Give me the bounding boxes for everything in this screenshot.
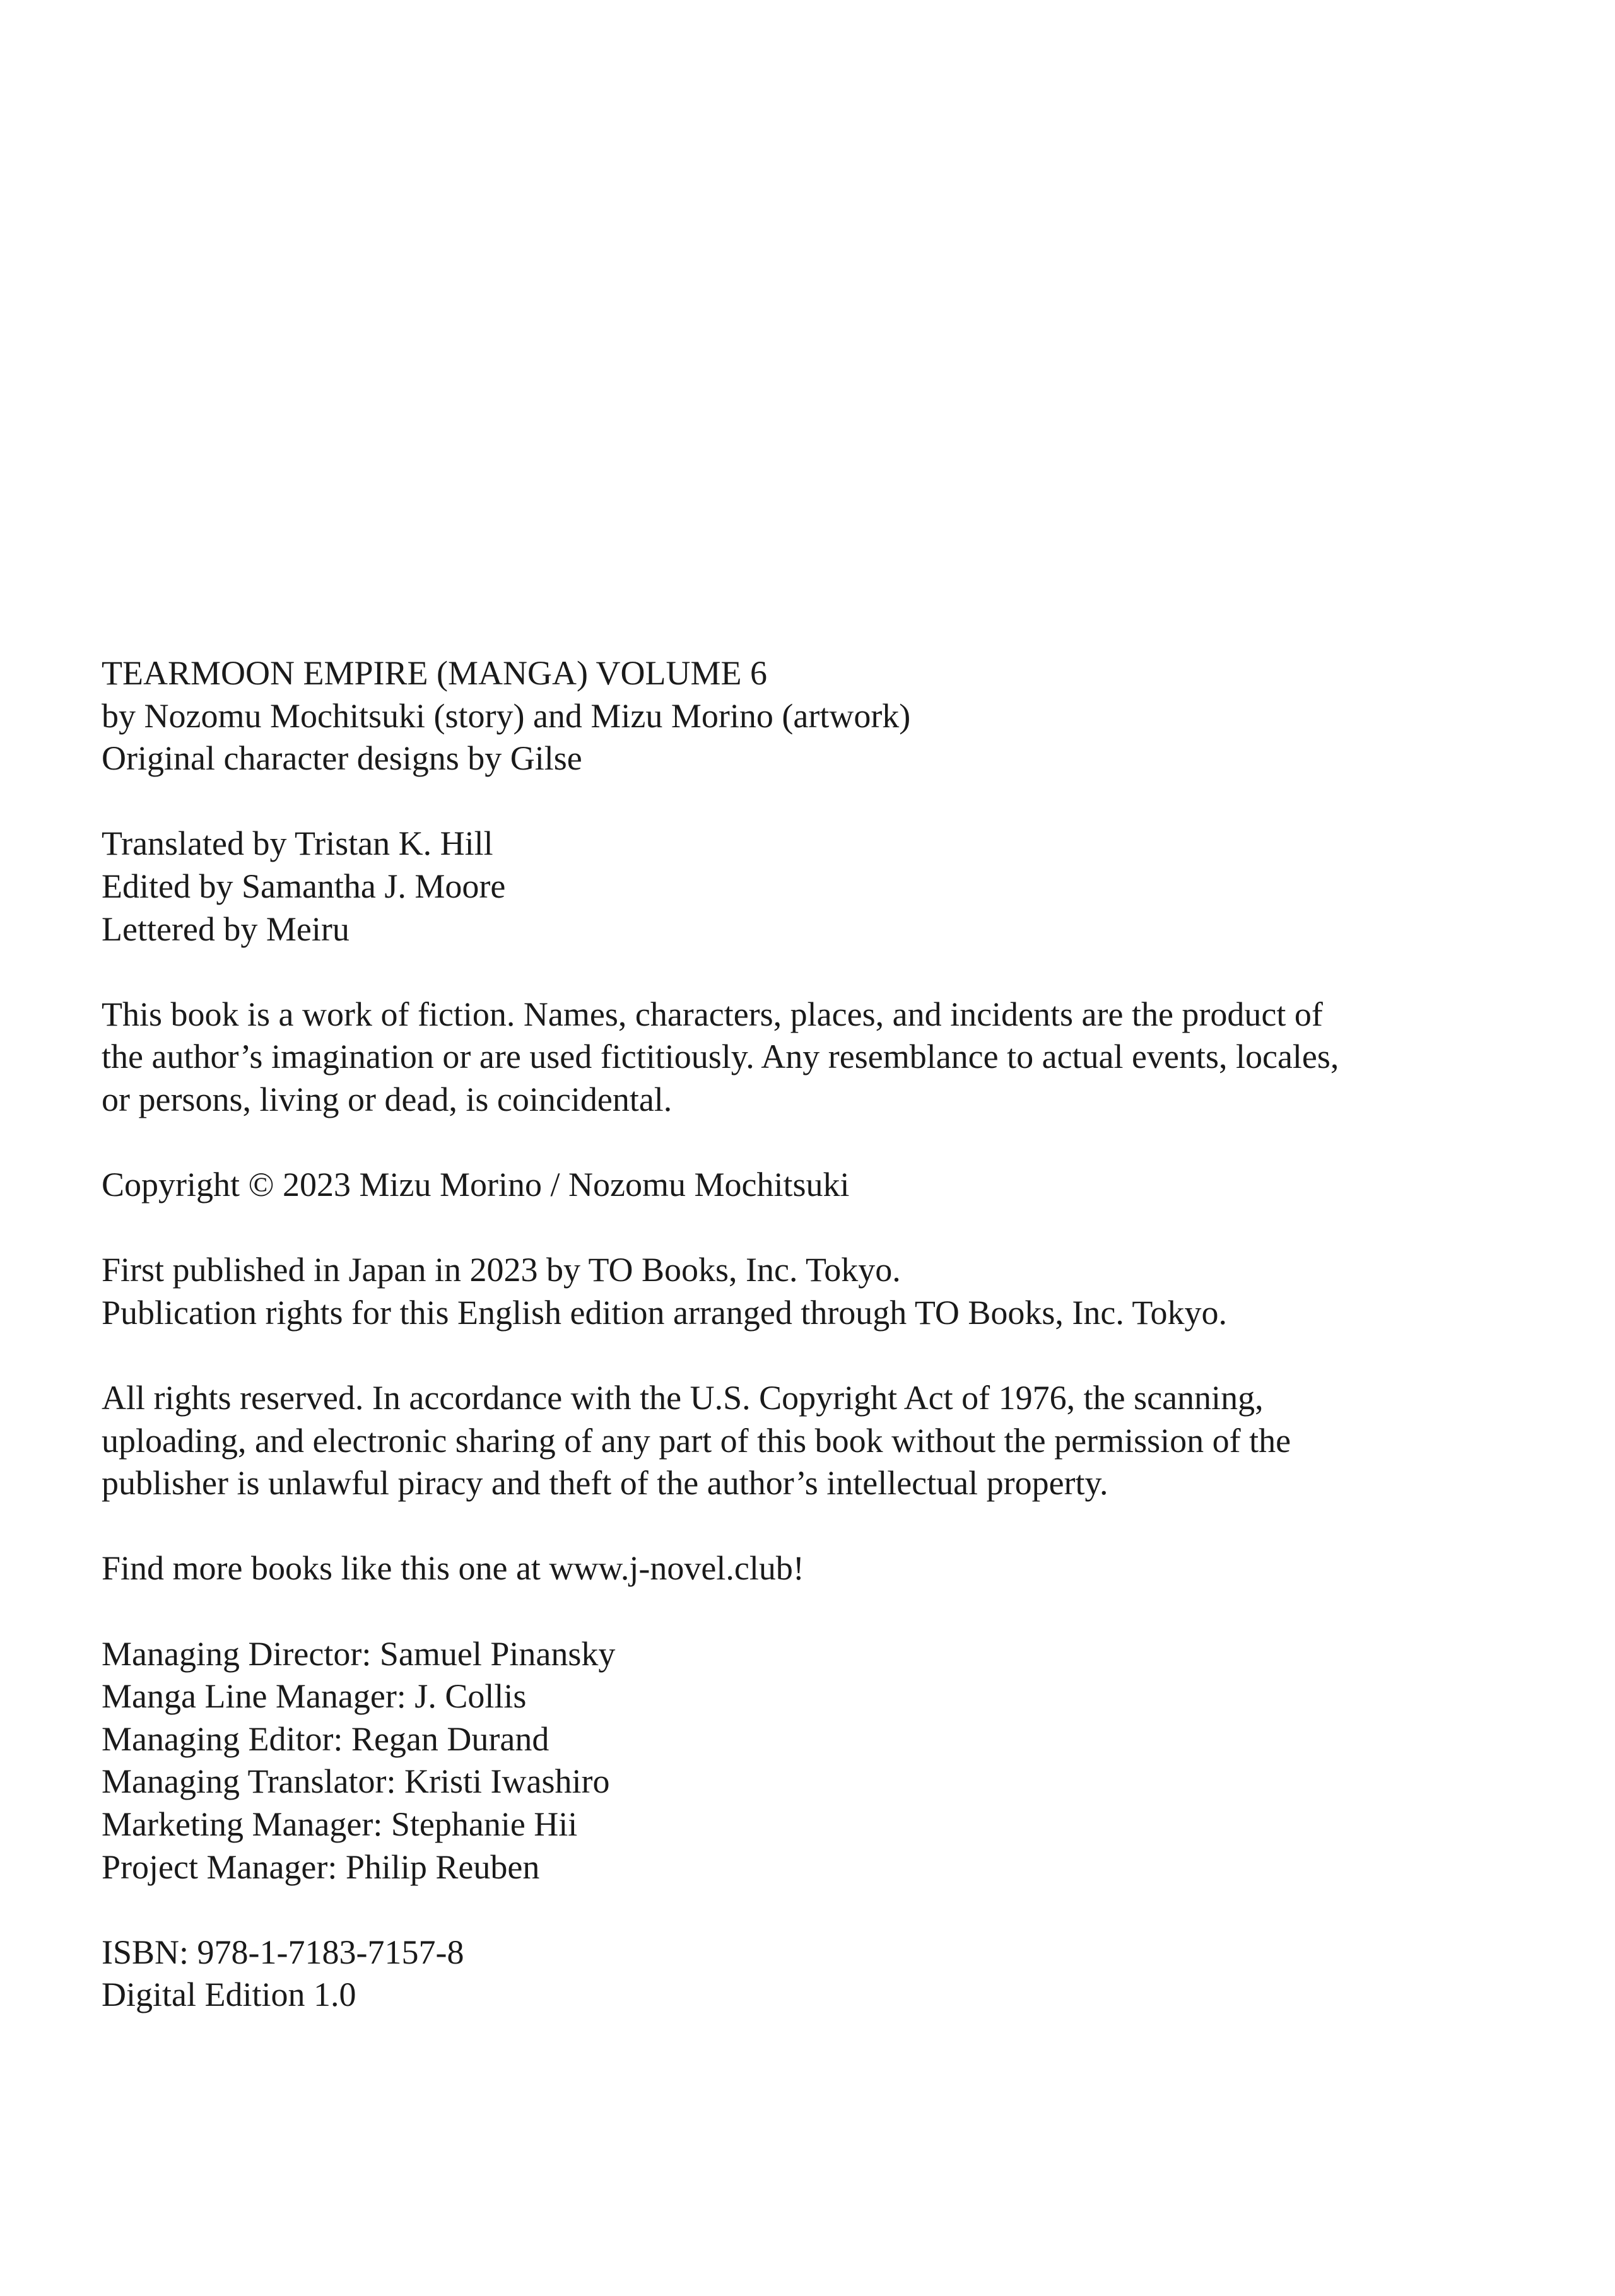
management-line: Marketing Manager: Stephanie Hii xyxy=(102,1805,578,1844)
copyright-line: Copyright © 2023 Mizu Morino / Nozomu Mochitsuki xyxy=(102,1166,850,1204)
letterer-line: Lettered by Meiru xyxy=(102,910,349,948)
rights-block xyxy=(102,1377,1553,1505)
disclaimer-line: This book is a work of fiction. Names, characters, places, and incidents are the product of xyxy=(102,995,1323,1033)
book-title: TEARMOON EMPIRE (MANGA) VOLUME 6 xyxy=(102,654,767,692)
staff-block xyxy=(102,823,1553,951)
isbn-block xyxy=(102,1931,1553,2017)
find-more-line: Find more books like this one at www.j-novel.club! xyxy=(102,1549,804,1588)
copyright-page xyxy=(102,652,1553,2059)
character-design-line: Original character designs by Gilse xyxy=(102,739,582,778)
management-line: Managing Translator: Kristi Iwashiro xyxy=(102,1762,610,1801)
rights-line: uploading, and electronic sharing of any part of this book without the permission of the xyxy=(102,1421,1291,1460)
management-block xyxy=(102,1633,1553,1889)
management-line: Project Manager: Philip Reuben xyxy=(102,1848,540,1886)
find-more-block xyxy=(102,1547,1553,1590)
authors-line: by Nozomu Mochitsuki (story) and Mizu Morino (artwork) xyxy=(102,696,911,735)
edition-line: Digital Edition 1.0 xyxy=(102,1976,356,2014)
management-line: Managing Director: Samuel Pinansky xyxy=(102,1634,616,1673)
copyright-block xyxy=(102,1164,1553,1207)
rights-line: All rights reserved. In accordance with the U.S. Copyright Act of 1976, the scanning, xyxy=(102,1379,1264,1417)
disclaimer-block xyxy=(102,993,1553,1122)
management-line: Managing Editor: Regan Durand xyxy=(102,1719,549,1758)
disclaimer-line: the author’s imagination or are used fictitiously. Any resemblance to actual events, locales, xyxy=(102,1038,1339,1076)
translator-line: Translated by Tristan K. Hill xyxy=(102,824,493,863)
credits-block xyxy=(102,652,1553,780)
publication-line: First published in Japan in 2023 by TO Books, Inc. Tokyo. xyxy=(102,1251,901,1289)
editor-line: Edited by Samantha J. Moore xyxy=(102,867,506,905)
isbn-line: ISBN: 978-1-7183-7157-8 xyxy=(102,1933,464,1971)
management-line: Manga Line Manager: J. Collis xyxy=(102,1677,527,1716)
rights-line: publisher is unlawful piracy and theft of the author’s intellectual property. xyxy=(102,1464,1108,1502)
disclaimer-line: or persons, living or dead, is coincidental. xyxy=(102,1080,672,1118)
publication-block xyxy=(102,1249,1553,1334)
publication-line: Publication rights for this English edition arranged through TO Books, Inc. Tokyo. xyxy=(102,1293,1228,1332)
